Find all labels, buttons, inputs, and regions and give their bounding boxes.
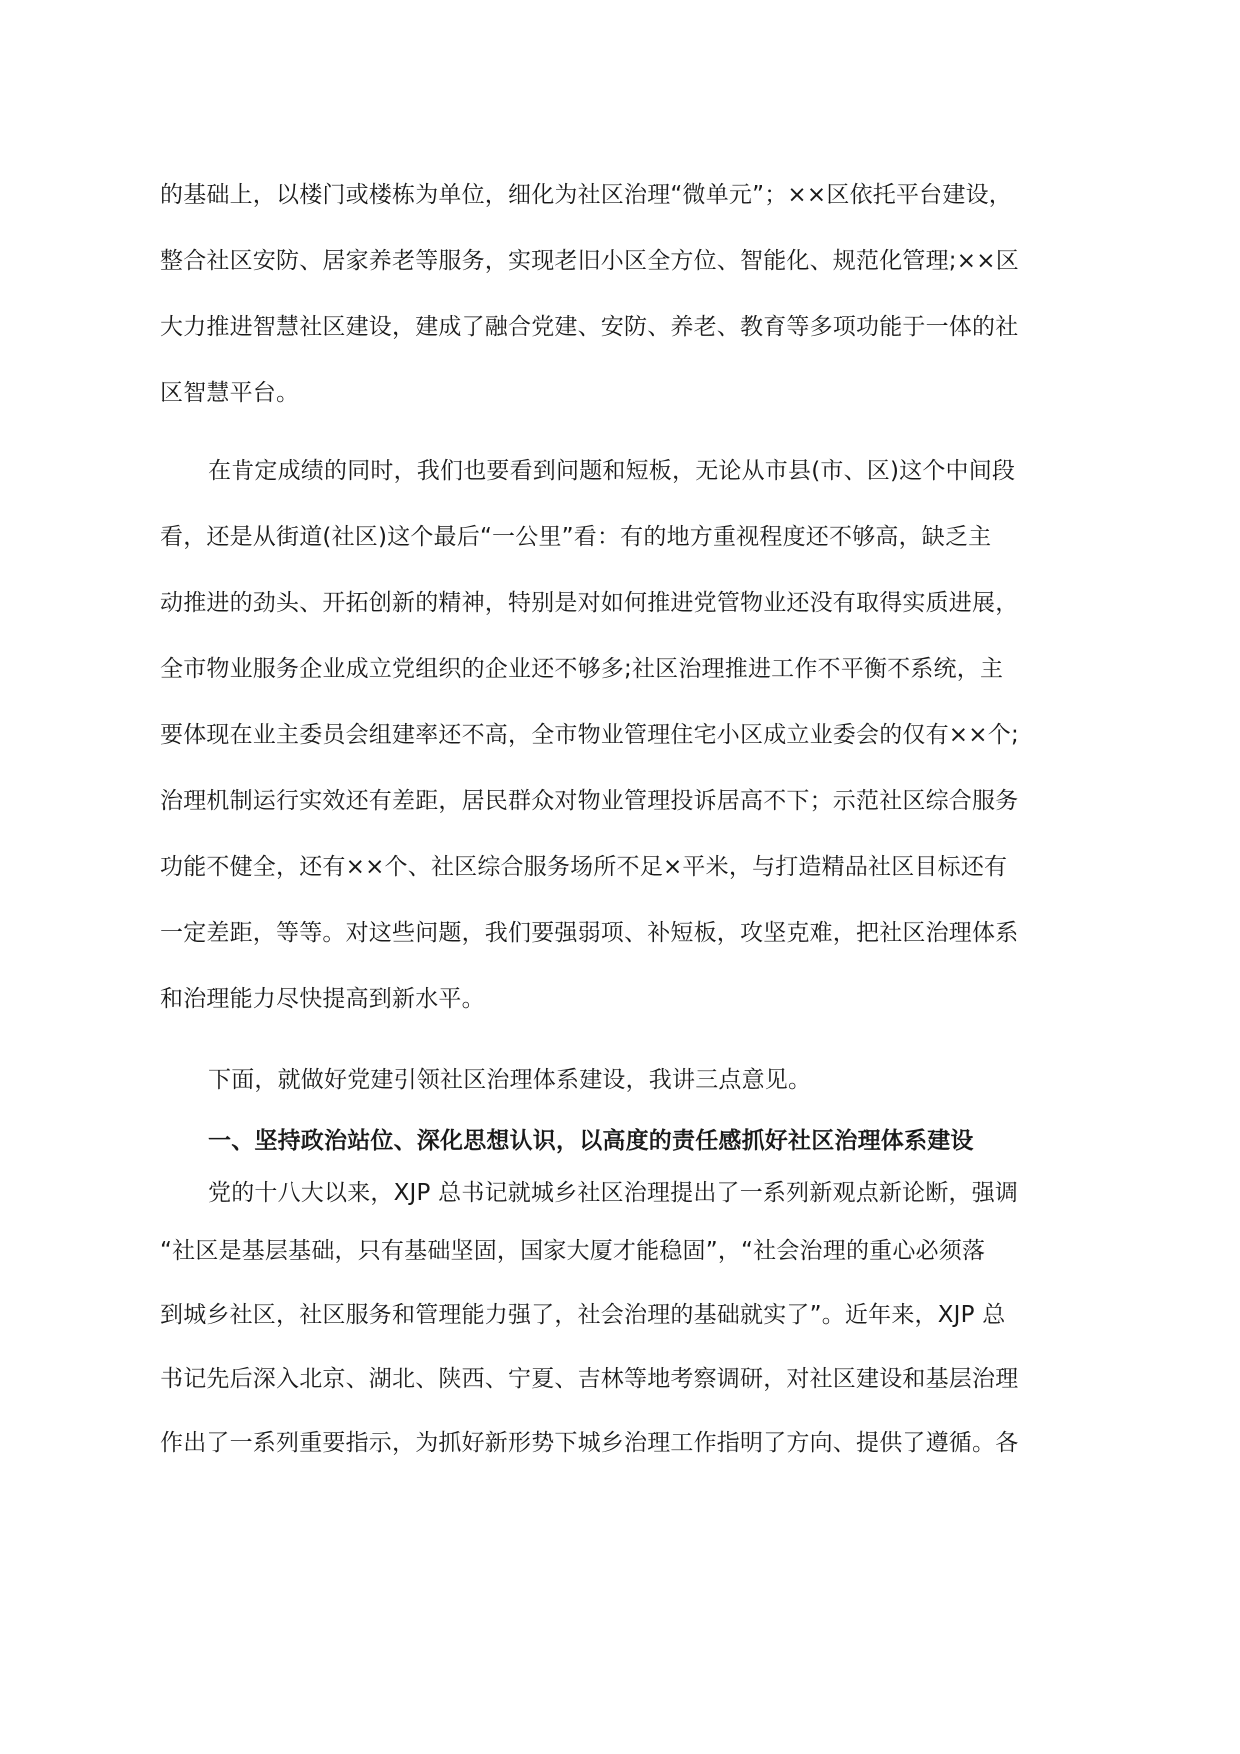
text-line: 到城乡社区，社区服务和管理能力强了，社会治理的基础就实了”。近年来，XJP 总	[160, 1302, 1006, 1328]
text-line: 区智慧平台。	[160, 380, 300, 406]
text-line: 党的十八大以来，XJP 总书记就城乡社区治理提出了一系列新观点新论断，强调	[208, 1180, 1019, 1206]
paragraph-3	[160, 1048, 1110, 1112]
text-line: 看，还是从街道(社区)这个最后“一公里”看：有的地方重视程度还不够高，缺乏主	[160, 524, 992, 550]
text-line: 下面，就做好党建引领社区治理体系建设，我讲三点意见。	[208, 1067, 812, 1093]
text-line: 整合社区安防、居家养老等服务，实现老旧小区全方位、智能化、规范化管理;××区	[160, 248, 1019, 274]
text-line: 在肯定成绩的同时，我们也要看到问题和短板，无论从市县(市、区)这个中间段	[208, 458, 1016, 484]
paragraph-4	[160, 1167, 1110, 1475]
text-line: 功能不健全，还有××个、社区综合服务场所不足×平米，与打造精品社区目标还有	[160, 854, 1008, 880]
section-heading	[160, 1115, 1110, 1167]
paragraph-1	[160, 162, 1110, 426]
text-line: “社区是基层基础，只有基础坚固，国家大厦才能稳固”，“社会治理的重心必须落	[160, 1238, 986, 1264]
text-line: 和治理能力尽快提高到新水平。	[160, 986, 485, 1012]
text-line: 全市物业服务企业成立党组织的企业还不够多;社区治理推进工作不平衡不系统，主	[160, 656, 1004, 682]
section-heading-text: 一、坚持政治站位、深化思想认识，以高度的责任感抓好社区治理体系建设	[208, 1128, 974, 1154]
text-line: 治理机制运行实效还有差距，居民群众对物业管理投诉居高不下；示范社区综合服务	[160, 788, 1019, 814]
paragraph-2	[160, 438, 1110, 1032]
text-line: 动推进的劲头、开拓创新的精神，特别是对如何推进党管物业还没有取得实质进展，	[160, 590, 1019, 616]
text-line: 作出了一系列重要指示，为抓好新形势下城乡治理工作指明了方向、提供了遵循。各	[160, 1430, 1019, 1456]
text-line: 要体现在业主委员会组建率还不高，全市物业管理住宅小区成立业委会的仅有××个;	[160, 722, 1019, 748]
text-line: 大力推进智慧社区建设，建成了融合党建、安防、养老、教育等多项功能于一体的社	[160, 314, 1019, 340]
text-line: 的基础上，以楼门或楼栋为单位，细化为社区治理“微单元”；××区依托平台建设，	[160, 182, 1012, 208]
text-line: 书记先后深入北京、湖北、陕西、宁夏、吉林等地考察调研，对社区建设和基层治理	[160, 1366, 1019, 1392]
text-line: 一定差距，等等。对这些问题，我们要强弱项、补短板，攻坚克难，把社区治理体系	[160, 920, 1019, 946]
